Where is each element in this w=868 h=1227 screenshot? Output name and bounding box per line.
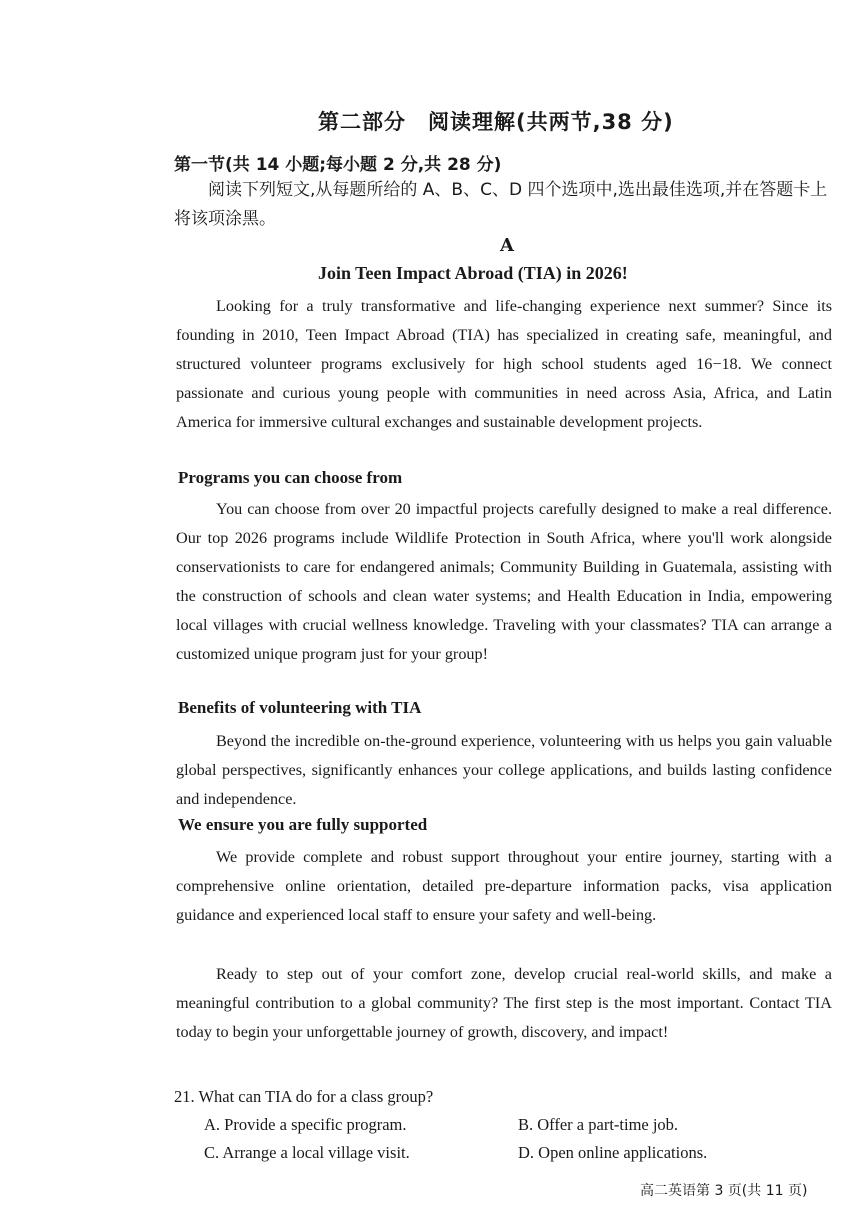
section-heading-support: We ensure you are fully supported <box>178 815 428 834</box>
instructions: 阅读下列短文,从每题所给的 A、B、C、D 四个选项中,选出最佳选项,并在答题卡上将该项涂黑。 <box>174 180 828 229</box>
part-title: 第二部分 阅读理解(共两节,38 分) <box>318 110 674 134</box>
section-text-programs: You can choose from over 20 impactful projects carefully designed to make a real difference. Our top 2026 programs include Wildlife Protection in South Africa, where you'll work alongside conservationists to care for endangered animals; Community Building in Guatemala, assisting with the construction of schools and clean water systems; and Health Education in India, empowering local villages with crucial wellness knowledge. Traveling with your classmates? TIA can arrange a customized unique program just for your group! <box>176 500 832 663</box>
passage-title: Join Teen Impact Abroad (TIA) in 2026! <box>318 263 628 283</box>
passage-intro: Looking for a truly transformative and life-changing experience next summer? Since its founding in 2010, Teen Impact Abroad (TIA) has specialized in creating safe, meaningful, and structured volunteer programs exclusively for high school students aged 16−18. We connect passionate and curious young people with communities in need across Asia, Africa, and Latin America for immersive cultural exchanges and sustainable development projects. <box>176 297 832 431</box>
section-title: 第一节(共 14 小题;每小题 2 分,共 28 分) <box>174 155 502 175</box>
question-21-stem: 21. What can TIA do for a class group? <box>174 1087 434 1106</box>
question-21-option-b: B. Offer a part-time job. <box>518 1115 679 1134</box>
question-21-option-a: A. Provide a specific program. <box>204 1115 407 1134</box>
question-21-option-d: D. Open online applications. <box>518 1143 708 1162</box>
passage-letter: A <box>500 235 514 256</box>
passage-closing: Ready to step out of your comfort zone, develop crucial real-world skills, and make a meaningful contribution to a global community? The first step is the most important. Contact TIA today to begin your unforgettable journey of growth, discovery, and impact! <box>176 965 832 1041</box>
question-21-option-c: C. Arrange a local village visit. <box>204 1143 410 1162</box>
page-footer: 高二英语第 3 页(共 11 页) <box>640 1183 808 1199</box>
section-text-benefits: Beyond the incredible on-the-ground experience, volunteering with us helps you gain valuable global perspectives, significantly enhances your college applications, and builds lasting confidence and independence. <box>176 732 832 808</box>
section-heading-benefits: Benefits of volunteering with TIA <box>178 698 422 717</box>
section-text-support: We provide complete and robust support throughout your entire journey, starting with a comprehensive online orientation, detailed pre-departure information packs, visa application guidance and experienced local staff to ensure your safety and well-being. <box>176 848 832 924</box>
section-heading-programs: Programs you can choose from <box>178 468 403 487</box>
